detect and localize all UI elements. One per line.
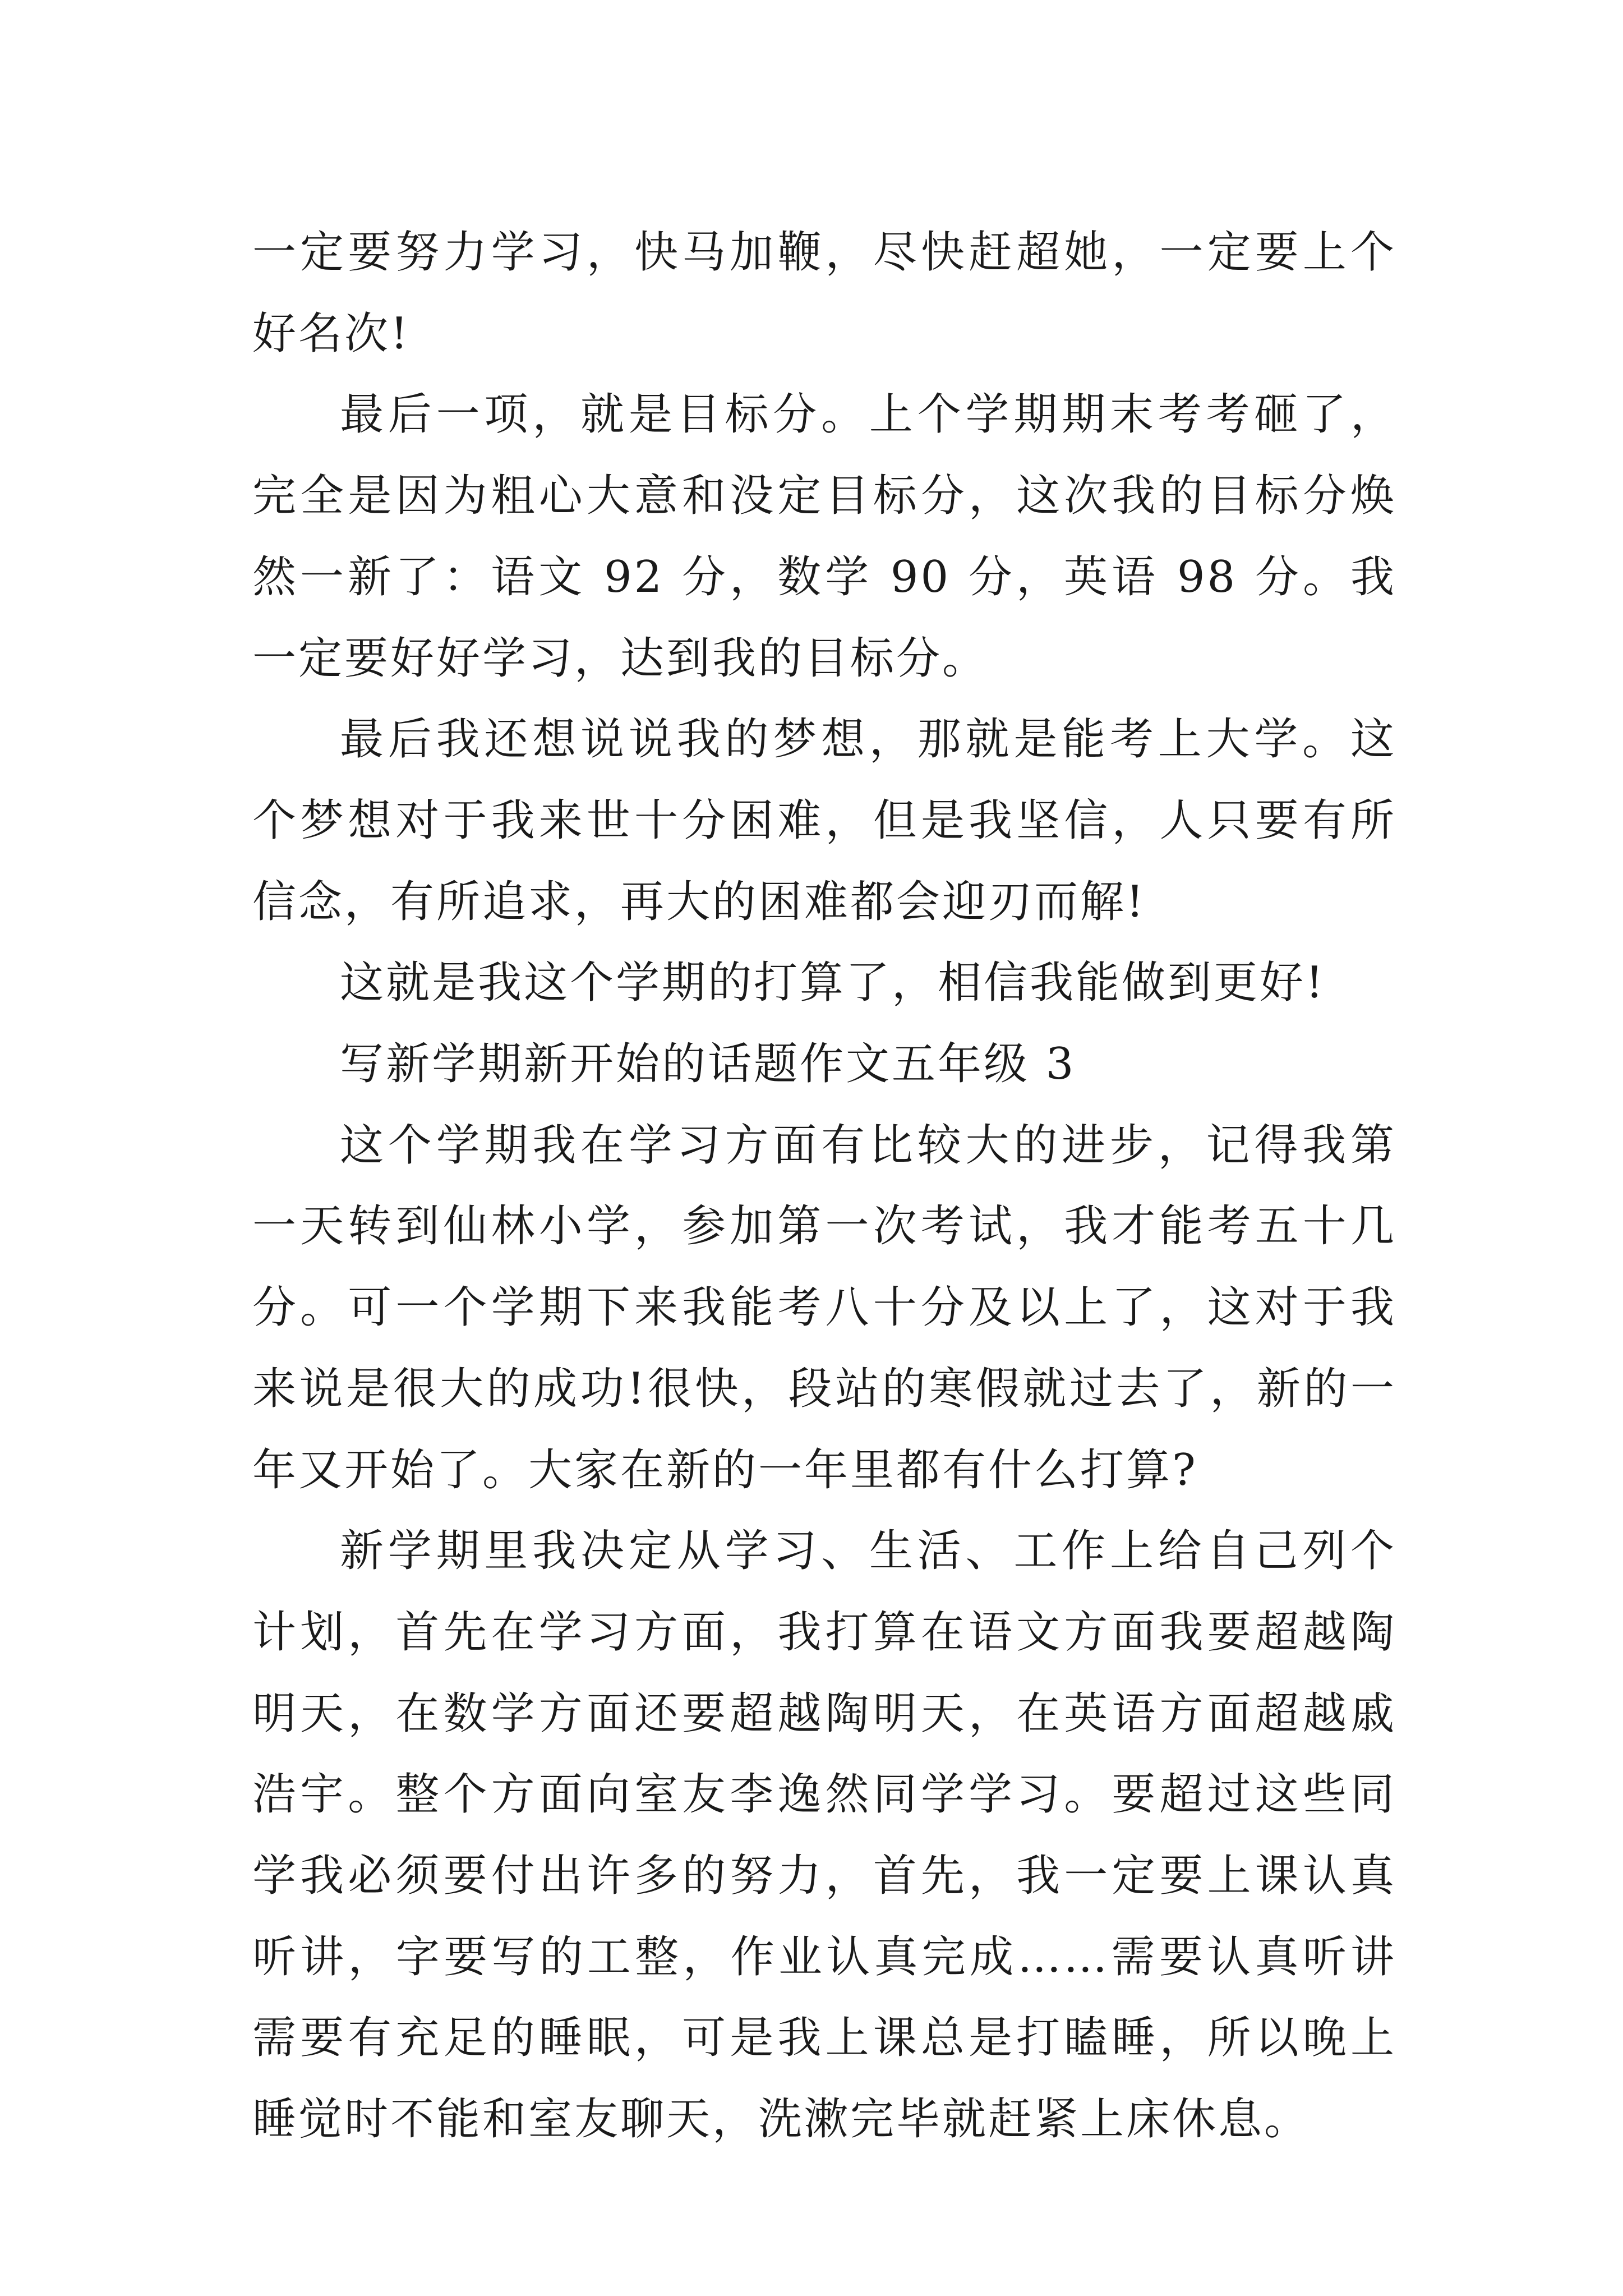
essay-heading: 写新学期新开始的话题作文五年级 3 [340,1039,1076,1090]
document-body [252,212,1396,2160]
paragraph-progress: 这个学期我在学习方面有比较大的进步，记得我第一天转到仙林小学，参加第一次考试，我才能考五十几分。可一个学期下来我能考八十分及以上了，这对于我来说是很大的成功!很快，段站的寒假就过去了，新的一年又开始了。大家在新的一年里都有什么打算? [252,1120,1396,1496]
paragraph-continuation: 一定要努力学习，快马加鞭，尽快赶超她，一定要上个好名次! [252,227,1396,359]
paragraph-dream: 最后我还想说说我的梦想，那就是能考上大学。这个梦想对于我来世十分困难，但是我坚信，人只要有所信念，有所追求，再大的困难都会迎刃而解! [252,714,1396,927]
paragraph-plan-summary: 这就是我这个学期的打算了，相信我能做到更好! [340,958,1326,1009]
paragraph-new-term-plan: 新学期里我决定从学习、生活、工作上给自己列个计划，首先在学习方面，我打算在语文方面我要超越陶明天，在数学方面还要超越陶明天，在英语方面超越戚浩宇。整个方面向室友李逸然同学学习。要超过这些同学我必须要付出许多的努力，首先，我一定要上课认真听讲，字要写的工整，作业认真完成……需要认真听讲需要有充足的睡眠，可是我上课总是打瞌睡，所以晚上睡觉时不能和室友聊天，洗漱完毕就赶紧上床休息。 [252,1526,1396,2145]
paragraph-target-scores: 最后一项，就是目标分。上个学期期末考考砸了，完全是因为粗心大意和没定目标分，这次我的目标分焕然一新了：语文 92 分，数学 90 分，英语 98 分。我一定要好好学习，达到我的目标分。 [252,389,1396,684]
